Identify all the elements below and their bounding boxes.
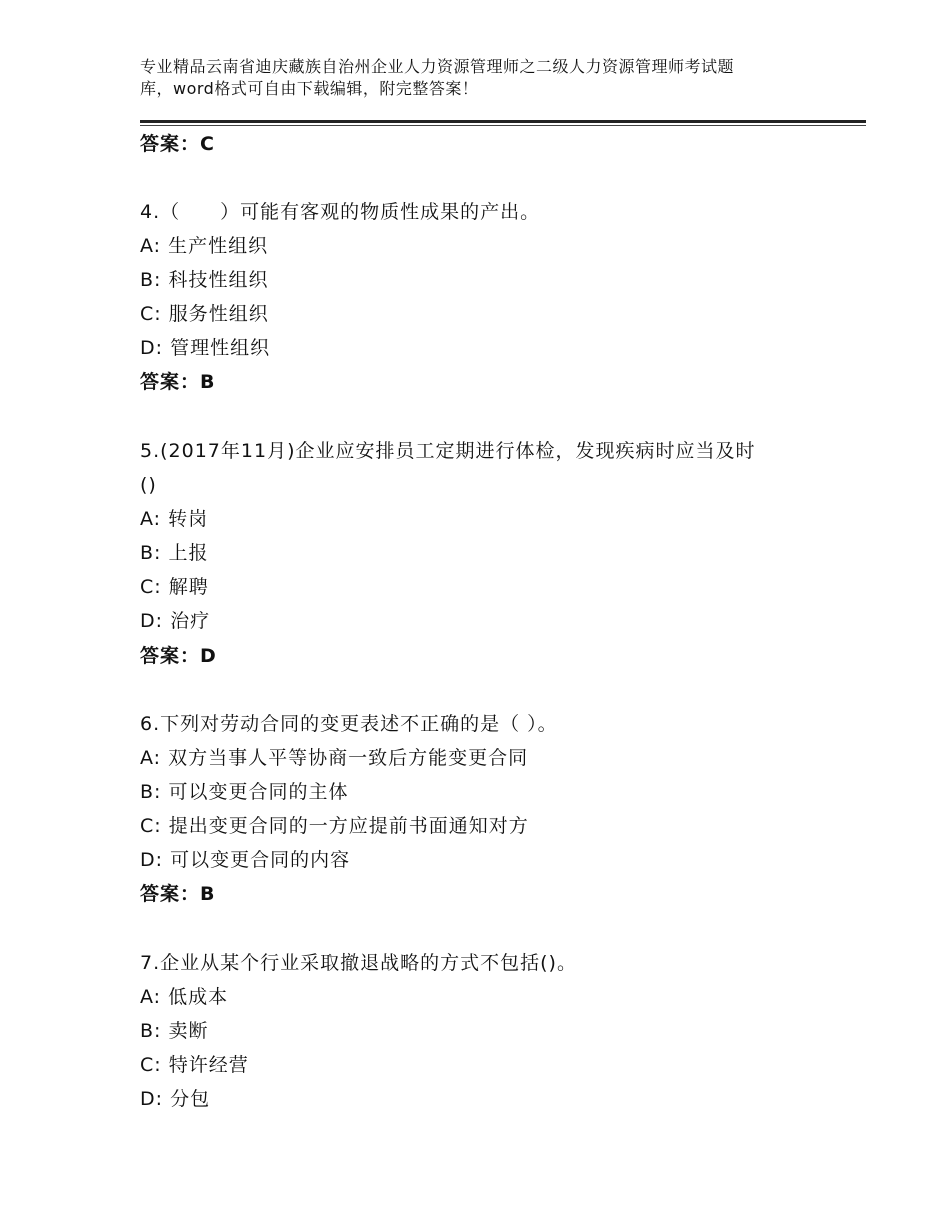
question-5-option-c: C: 解聘	[140, 576, 209, 598]
question-4-option-b: B: 科技性组织	[140, 269, 269, 291]
question-6-answer: 答案：B	[140, 883, 216, 905]
question-5-answer: 答案：D	[140, 645, 217, 667]
document-header	[140, 56, 830, 100]
question-6-option-c: C: 提出变更合同的一方应提前书面通知对方	[140, 815, 529, 837]
question-5-option-a: A: 转岗	[140, 508, 209, 530]
question-4-option-d: D: 管理性组织	[140, 337, 271, 359]
question-6-option-a: A: 双方当事人平等协商一致后方能变更合同	[140, 747, 529, 769]
header-divider-thick	[140, 120, 866, 123]
header-line-1: 专业精品云南省迪庆藏族自治州企业人力资源管理师之二级人力资源管理师考试题	[140, 57, 735, 76]
question-5-stem: 5.(2017年11月)企业应安排员工定期进行体检，发现疾病时应当及时	[140, 440, 756, 462]
question-7-option-d: D: 分包	[140, 1088, 211, 1110]
question-5-stem-continued: ()	[140, 474, 157, 496]
answer-prev: 答案：C	[140, 133, 215, 155]
header-divider-thin	[140, 125, 866, 126]
question-7-option-a: A: 低成本	[140, 986, 229, 1008]
question-7-option-c: C: 特许经营	[140, 1054, 249, 1076]
question-5-option-b: B: 上报	[140, 542, 209, 564]
question-6-stem: 6.下列对劳动合同的变更表述不正确的是（ ）。	[140, 713, 558, 735]
header-line-2: 库，word格式可自由下载编辑，附完整答案！	[140, 79, 479, 98]
question-4-answer: 答案：B	[140, 371, 216, 393]
question-4-option-c: C: 服务性组织	[140, 303, 269, 325]
question-5-option-d: D: 治疗	[140, 610, 211, 632]
question-4-stem: 4.（ ）可能有客观的物质性成果的产出。	[140, 201, 541, 223]
question-6-option-d: D: 可以变更合同的内容	[140, 849, 351, 871]
question-4-option-a: A: 生产性组织	[140, 235, 269, 257]
question-7-option-b: B: 卖断	[140, 1020, 209, 1042]
question-7-stem: 7.企业从某个行业采取撤退战略的方式不包括()。	[140, 952, 577, 974]
question-6-option-b: B: 可以变更合同的主体	[140, 781, 349, 803]
